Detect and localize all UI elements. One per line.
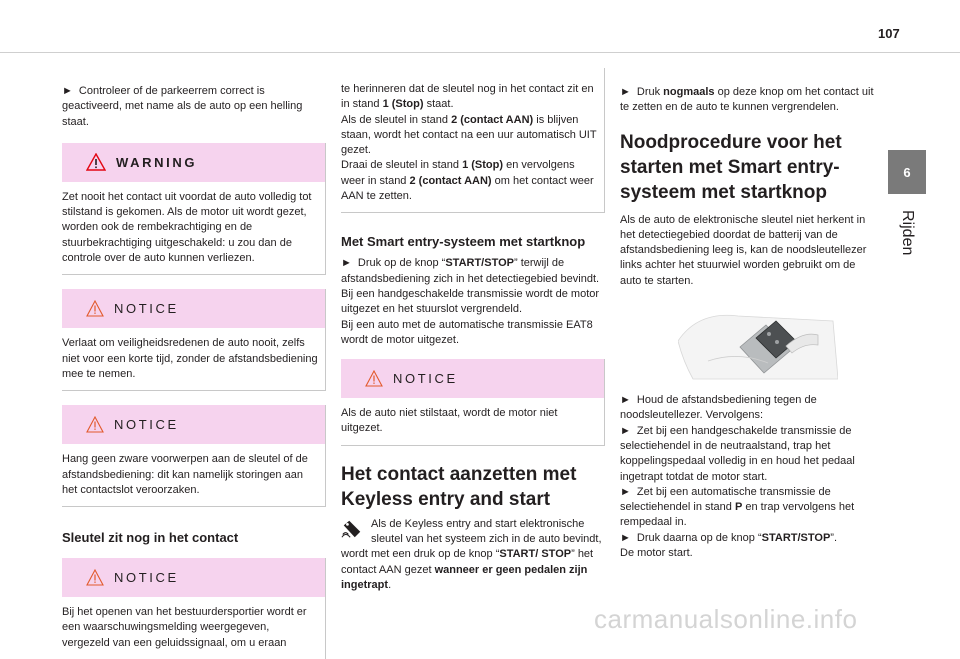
warning-header: [62, 143, 325, 182]
key-reader-illustration: [678, 301, 838, 381]
notice-text: Hang geen zware voorwerpen aan de sleutel of de afstandsbediening: dit kan namelijk storingen aan het contactslot veroorzaken.: [62, 453, 308, 496]
notice-box-3: [62, 558, 326, 659]
notice-triangle-icon: [86, 569, 104, 586]
step-press-start-stop: ► Druk op de knop “START/STOP” terwijl de afstandsbediening zich in het detectiegebied bevindt.: [341, 257, 600, 285]
notice-body-2: [62, 444, 325, 506]
warning-text: Zet nooit het contact uit voordat de auto volledig tot stilstand is gekomen. Als de motor uit wordt gezet, worden ook de rembekrachtiging en de stuurbekrachtiging uitgeschakeld: u zou dan de controle over de auto kunnen verliezen.: [62, 190, 312, 265]
arrow-bullet-icon: ►: [620, 86, 631, 98]
arrow-bullet-icon: ►: [341, 257, 352, 270]
notice-triangle-icon: [86, 416, 104, 433]
notice-text: Verlaat om veiligheidsredenen de auto nooit, zelfs niet voor een korte tijd, zonder de afstandsbediening mee te nemen.: [62, 337, 318, 380]
keyless-paragraph: [341, 517, 605, 593]
warning-triangle-icon: [86, 153, 106, 171]
warning-body: [62, 182, 325, 274]
notice-text: Bij het openen van het bestuurdersportier wordt er een waarschuwingsmelding weergegeven, vergezeld van een geluidssignaal, om u eraan: [62, 606, 307, 649]
notice-label: NOTICE: [114, 570, 179, 585]
arrow-bullet-icon: ►: [620, 485, 631, 498]
paragraph-manual: Bij een handgeschakelde transmissie wordt de motor uitgezet en het stuurslot vergrendeld.: [341, 287, 600, 316]
paragraph-automatic: Bij een auto met de automatische transmissie EAT8 wordt de motor uitgezet.: [341, 318, 593, 346]
notice-box-4: [341, 359, 605, 446]
warning-label: WARNING: [116, 154, 198, 170]
notice-continuation-box: [341, 68, 605, 213]
notice-box-1: [62, 289, 326, 391]
illustration-key-reader: [678, 301, 838, 381]
notice-header-4: [341, 359, 604, 398]
notice-body-1: [62, 328, 325, 390]
notice-label: NOTICE: [114, 301, 179, 317]
notice-body-3: [62, 597, 325, 659]
notice-header-3: [62, 558, 325, 597]
emergency-paragraph: Als de auto de elektronische sleutel niet herkent in het detectiegebied doordat de batterij van de afstandsbediening leeg is, kan de noodsleutellezer links achter het stuurwiel worden gebruikt om de auto te starten.: [620, 213, 867, 287]
section-title-emergency-start: Noodprocedure voor het starten met Smart entry-systeem met startknop: [620, 131, 842, 203]
intro-step: ► Controleer of de parkeerrem correct is geactiveerd, met name als de auto op een helling staat.: [62, 85, 303, 128]
keyless-text: Als de Keyless entry and start elektronische sleutel van het systeem zich in de auto bevindt, wordt met een druk op de knop “START/ STOP” het contact AAN gezet wanneer er geen pedalen zijn ingetrapt.: [341, 517, 602, 591]
chapter-tab[interactable]: 6: [888, 150, 926, 194]
section-heading-smart-entry: Met Smart entry-systeem met startknop: [341, 234, 586, 250]
notice-triangle-icon: [86, 300, 104, 317]
arrow-bullet-icon: ►: [62, 85, 73, 97]
step-press-again: ► Druk nogmaals op deze knop om het contact uit te zetten en de auto te kunnen vergrendelen.: [620, 86, 874, 114]
top-rule: [0, 52, 960, 53]
notice-continuation-text: te herinneren dat de sleutel nog in het contact zit en in stand 1 (Stop) staat. Als de sleutel in stand 2 (contact AAN) is blijven staan, wordt het contact na een uur automatisch UIT gezet. Draai de sleutel in stand 1 (Stop) en vervolgens weer in stand 2 (contact AAN) om het contact weer AAN te zetten.: [341, 83, 597, 203]
column-3: [620, 68, 878, 561]
column-2: [341, 68, 605, 593]
section-title-keyless-start: Het contact aanzetten met Keyless entry and start: [341, 463, 577, 510]
arrow-bullet-icon: ►: [620, 424, 631, 437]
step-hold-remote: ► Houd de afstandsbediening tegen de noodsleutellezer. Vervolgens:: [620, 394, 817, 422]
notice-label: NOTICE: [393, 371, 458, 386]
arrow-bullet-icon: ►: [620, 531, 631, 544]
notice-box-2: [62, 405, 326, 507]
notice-label: NOTICE: [114, 417, 179, 433]
section-heading-key-in-ignition: Sleutel zit nog in het contact: [62, 530, 239, 546]
step-manual-transmission: ► Zet bij een handgeschakelde transmissie de selectiehendel in de neutraalstand, trap het koppelingspedaal volledig in en houd het pedaal ingetrapt totdat de motor start.: [620, 424, 855, 483]
warning-box: [62, 143, 326, 275]
page-number: 107: [878, 26, 900, 41]
keyless-start-icon: [341, 518, 363, 540]
arrow-bullet-icon: ►: [620, 394, 631, 407]
notice-body-4: [341, 398, 604, 445]
notice-header-1: [62, 289, 325, 328]
notice-text: Als de auto niet stilstaat, wordt de motor niet uitgezet.: [341, 407, 558, 435]
notice-header-2: [62, 405, 325, 444]
chapter-title: Rijden: [899, 210, 916, 256]
step-press-start-stop-2: ► Druk daarna op de knop “START/STOP”.: [620, 531, 838, 544]
notice-triangle-icon: [365, 370, 383, 387]
engine-starts: De motor start.: [620, 547, 693, 560]
column-1: [62, 68, 326, 659]
watermark: carmanualsonline.info: [594, 604, 858, 634]
step-automatic-transmission: ► Zet bij een automatische transmissie de selectiehendel in stand P en trap vervolgens het rempedaal in.: [620, 485, 855, 529]
notice-continuation-body: [341, 82, 604, 212]
